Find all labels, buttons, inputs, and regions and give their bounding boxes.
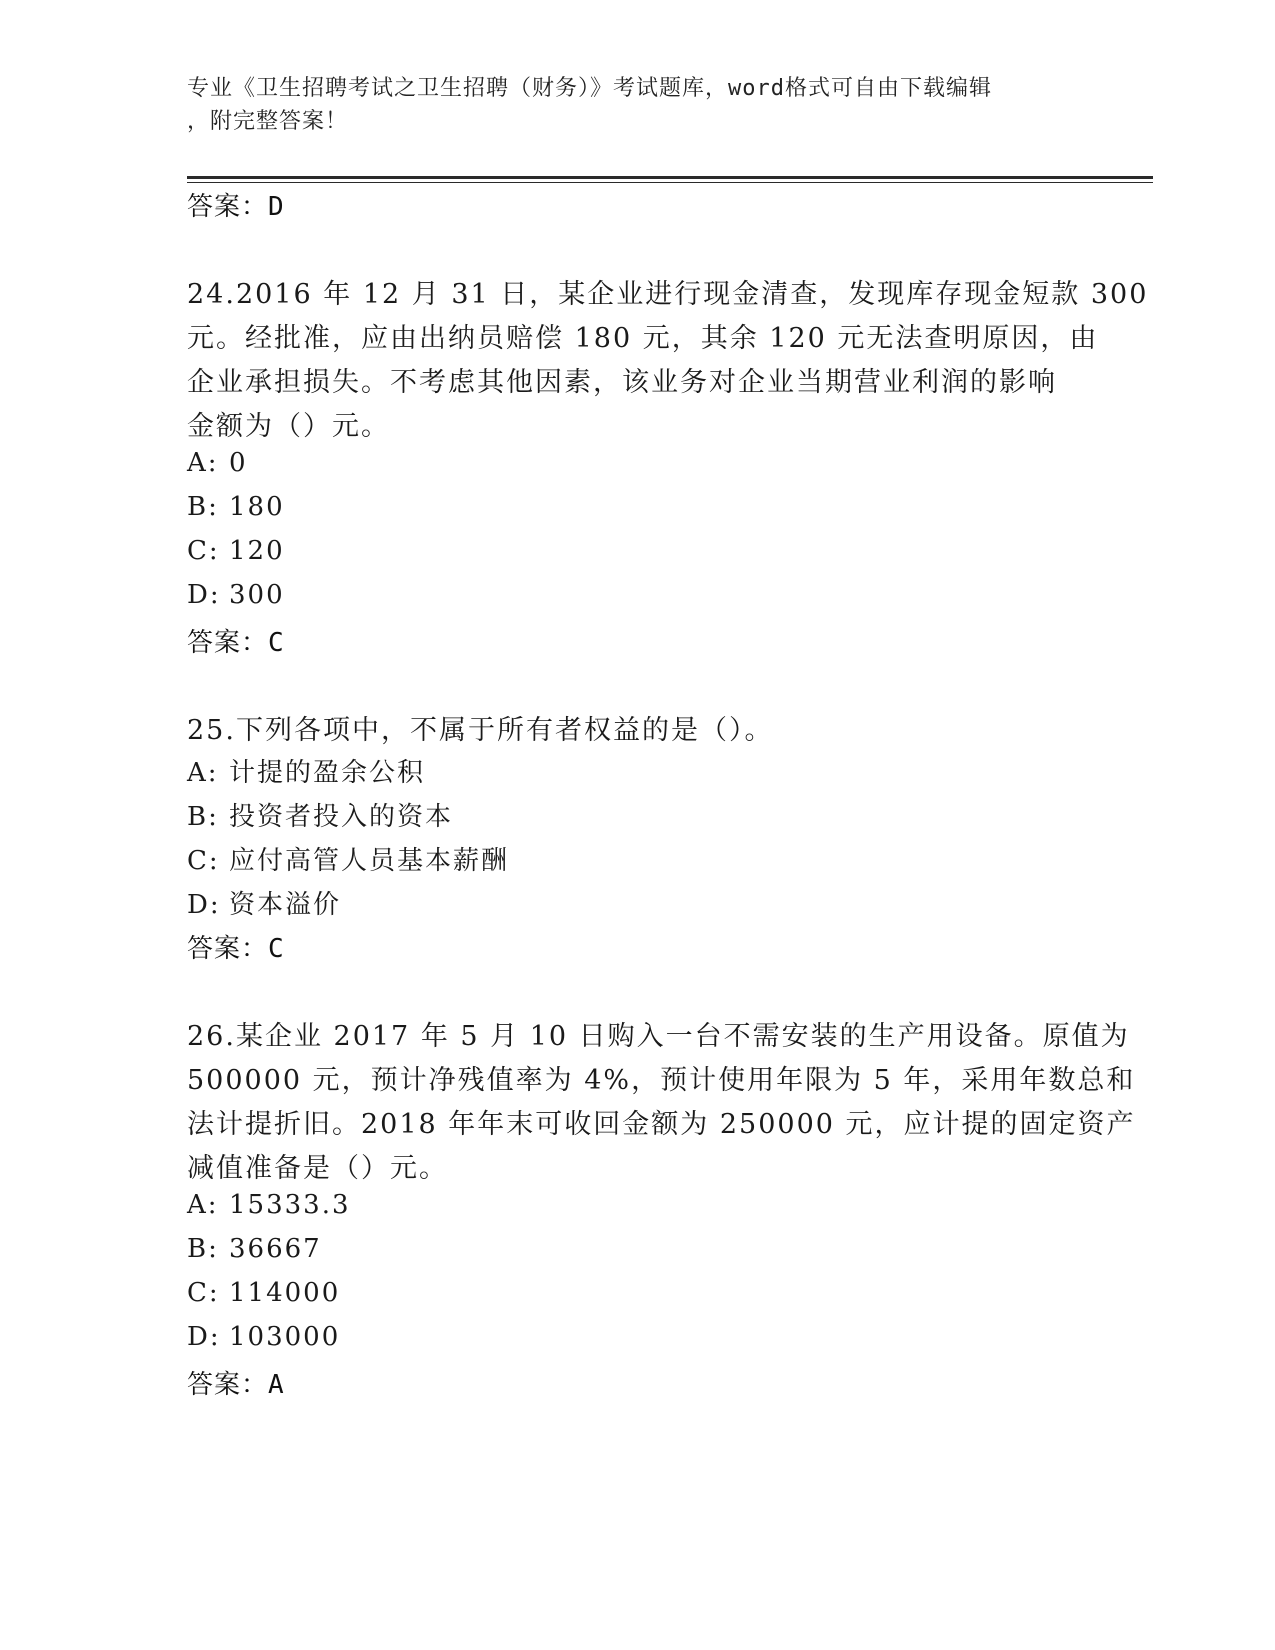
answer-value: C: [268, 934, 285, 964]
q25-line-1: 25.下列各项中，不属于所有者权益的是（）。: [187, 715, 774, 746]
answer-value: C: [268, 628, 285, 658]
q26-answer: [187, 1364, 285, 1401]
q24-option-d: [187, 580, 285, 610]
q24-line-1: 24.2016 年 12 月 31 日，某企业进行现金清查，发现库存现金短款 300: [187, 279, 1149, 310]
answer-value: A: [268, 1370, 285, 1400]
q26-option-d: [187, 1322, 340, 1352]
option-text: 0: [229, 448, 248, 478]
option-label: C:: [187, 846, 220, 876]
option-label: B:: [187, 802, 219, 832]
option-label: A:: [187, 1190, 219, 1220]
answer-prefix: 答案：: [187, 628, 269, 658]
q25-option-d: [187, 884, 341, 921]
option-label: C:: [187, 1278, 220, 1308]
q26-line-3: 法计提折旧。2018 年年末可收回金额为 250000 元，应计提的固定资产: [187, 1109, 1136, 1140]
option-label: B:: [187, 492, 219, 522]
header-divider-thin: [187, 182, 1153, 183]
q24-answer: [187, 622, 285, 659]
option-text: 计提的盈余公积: [229, 758, 426, 788]
q26-line-2: 500000 元，预计净残值率为 4%，预计使用年限为 5 年，采用年数总和: [187, 1065, 1136, 1096]
q25-answer: [187, 928, 285, 965]
q24-line-4: 金额为（）元。: [187, 411, 390, 442]
q24-option-a: [187, 448, 248, 478]
q26-line-4: 减值准备是（）元。: [187, 1153, 448, 1184]
option-label: C:: [187, 536, 220, 566]
q25-option-b: [187, 796, 453, 833]
q24-option-b: [187, 492, 285, 522]
answer-prev: [187, 186, 285, 223]
option-text: 114000: [229, 1278, 341, 1308]
document-header: [187, 72, 1067, 138]
option-label: B:: [187, 1234, 219, 1264]
option-label: D:: [187, 1322, 221, 1352]
q26-option-b: [187, 1234, 322, 1264]
header-line-2: ，附完整答案！: [187, 109, 349, 134]
q25-option-a: [187, 752, 425, 789]
answer-prefix: 答案：: [187, 192, 269, 222]
option-label: D:: [187, 580, 221, 610]
answer-prefix: 答案：: [187, 934, 269, 964]
q26-option-a: [187, 1190, 351, 1220]
option-label: D:: [187, 890, 221, 920]
header-line-1: 专业《卫生招聘考试之卫生招聘（财务）》考试题库，word格式可自由下载编辑: [187, 76, 992, 101]
option-text: 36667: [229, 1234, 322, 1264]
option-label: A:: [187, 448, 219, 478]
option-label: A:: [187, 758, 219, 788]
option-text: 15333.3: [229, 1190, 351, 1220]
option-text: 300: [229, 580, 285, 610]
answer-prefix: 答案：: [187, 1370, 269, 1400]
option-text: 投资者投入的资本: [229, 802, 454, 832]
option-text: 资本溢价: [229, 890, 342, 920]
answer-value: D: [268, 192, 285, 222]
q24-line-3: 企业承担损失。不考虑其他因素，该业务对企业当期营业利润的影响: [187, 367, 1057, 398]
header-divider-thick: [187, 176, 1153, 179]
q24-line-2: 元。经批准，应由出纳员赔偿 180 元，其余 120 元无法查明原因，由: [187, 323, 1099, 354]
q25-option-c: [187, 840, 509, 877]
option-text: 应付高管人员基本薪酬: [229, 846, 510, 876]
q26-option-c: [187, 1278, 340, 1308]
q26-line-1: 26.某企业 2017 年 5 月 10 日购入一台不需安装的生产用设备。原值为: [187, 1021, 1130, 1052]
option-text: 103000: [229, 1322, 341, 1352]
q24-option-c: [187, 536, 285, 566]
option-text: 120: [229, 536, 285, 566]
option-text: 180: [229, 492, 285, 522]
